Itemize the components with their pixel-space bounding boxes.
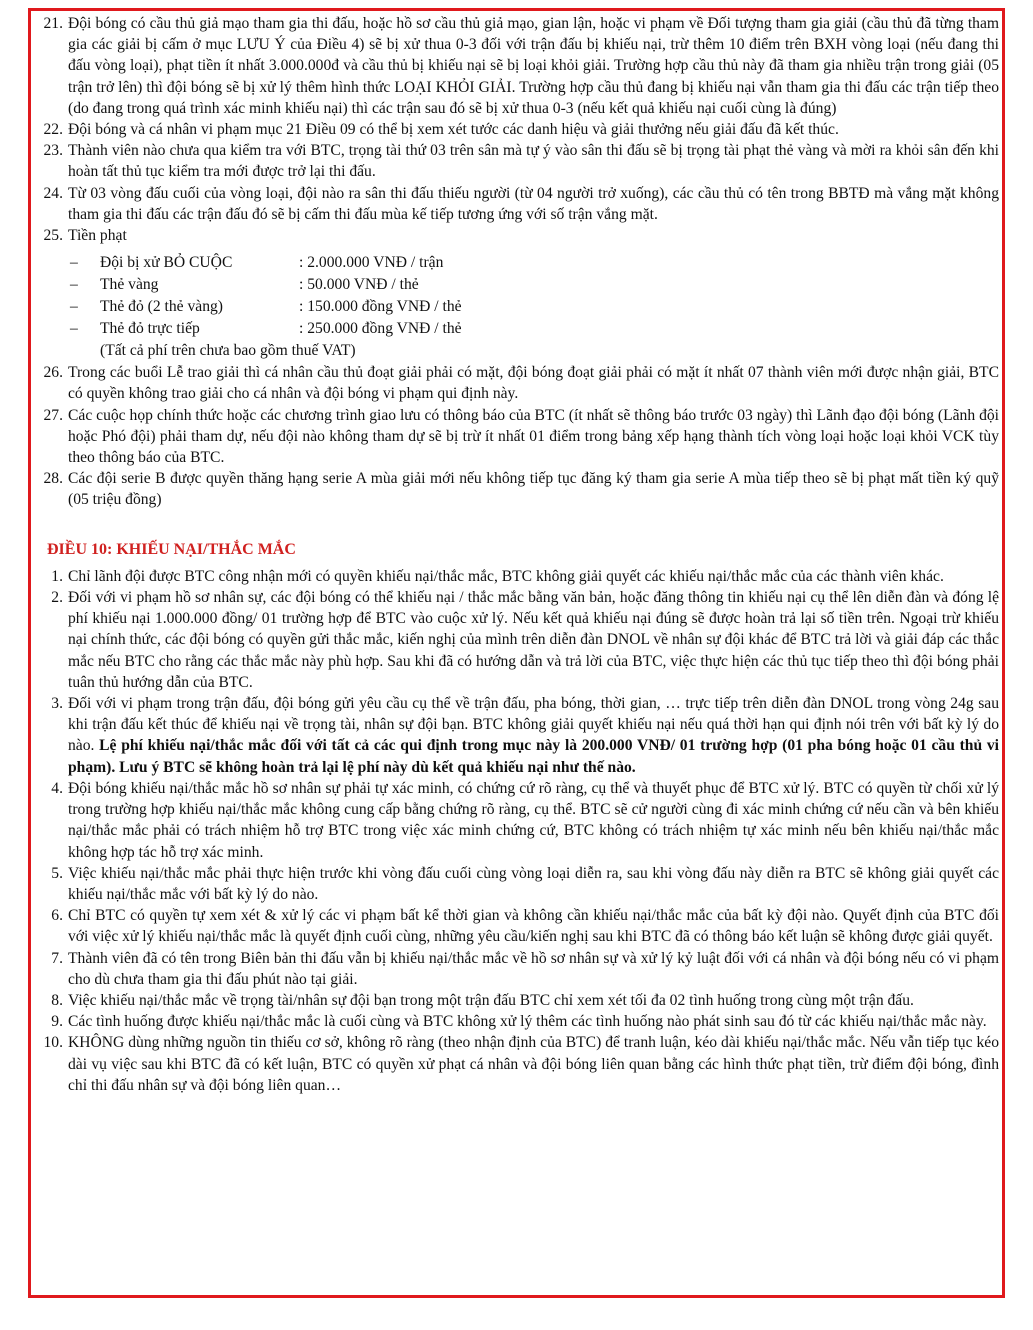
item-text-wrap xyxy=(68,693,999,778)
fee-dash: – xyxy=(70,276,78,294)
rule-item-25 xyxy=(35,225,999,246)
item-number: 2. xyxy=(51,589,63,607)
rule-item-22 xyxy=(35,119,999,140)
fee-row xyxy=(35,274,999,296)
item-bold-text: Lệ phí khiếu nại/thắc mắc đối với tất cả các qui định trong mục này là 200.000 VNĐ/ 01 trường hợp (01 pha bóng hoặc 01 cầu thủ vi phạm). Lưu ý BTC sẽ không hoàn trả lại lệ phí này dù kết quả khiếu nại như thế nào. xyxy=(68,737,1000,776)
item-number: 22. xyxy=(43,121,63,139)
fee-note: (Tất cả phí trên chưa bao gồm thuế VAT) xyxy=(100,342,356,360)
item-number: 8. xyxy=(51,991,63,1009)
item-number: 25. xyxy=(43,227,63,245)
complaint-item-8 xyxy=(35,990,999,1011)
item-number: 26. xyxy=(43,364,63,382)
rule-item-24 xyxy=(35,183,999,225)
item-number: 3. xyxy=(51,695,63,713)
rule-item-21 xyxy=(35,13,999,119)
item-number: 24. xyxy=(43,184,63,202)
complaint-item-9 xyxy=(35,1011,999,1032)
fee-list xyxy=(35,252,999,362)
item-number: 27. xyxy=(43,406,63,424)
complaint-item-7 xyxy=(35,948,999,990)
fee-value: : 50.000 VNĐ / thẻ xyxy=(299,276,419,294)
item-number: 1. xyxy=(51,567,63,585)
item-text: Trong các buổi Lễ trao giải thì cá nhân cầu thủ đoạt giải phải có mặt, đội bóng đoạt giải phải có mặt ít nhất 07 thành viên mới được nhận giải, BTC có quyền không trao giải cho cá nhân và đội bóng vi phạm qui định này. xyxy=(68,364,999,403)
rule-item-28 xyxy=(35,468,999,510)
complaint-item-10 xyxy=(35,1032,999,1096)
document-content xyxy=(35,13,999,1096)
fee-dash: – xyxy=(70,320,78,338)
item-number: 7. xyxy=(51,949,63,967)
rule-item-23 xyxy=(35,140,999,182)
complaint-item-1 xyxy=(35,566,999,587)
item-number: 4. xyxy=(51,779,63,797)
document-frame xyxy=(28,8,1005,1298)
complaint-item-2 xyxy=(35,587,999,693)
complaint-item-3 xyxy=(35,693,999,778)
fee-dash: – xyxy=(70,298,78,316)
item-text: Thành viên đã có tên trong Biên bản thi đấu vẫn bị khiếu nại/thắc mắc về hồ sơ nhân sự và xử lý kỷ luật đối với cá nhân và đội bóng nếu có vi phạm cho dù chưa tham gia thi đấu phút nào tại giải. xyxy=(68,949,999,988)
fee-value: : 250.000 đồng VNĐ / thẻ xyxy=(299,320,462,338)
complaint-item-4 xyxy=(35,778,999,863)
item-text: Đội bóng có cầu thủ giả mạo tham gia thi đấu, hoặc hồ sơ cầu thủ giả mạo, gian lận, hoặc vi phạm về Đối tượng tham gia giải (cầu thủ đã từng tham gia các giải bị cấm ở mục LƯU Ý của Điều 4) sẽ bị xử thua 0-3 đối với trận đấu bị khiếu nại, trừ thêm 10 điểm trên BXH vòng loại (nếu đang thi đấu vòng loại), phạt tiền ít nhất 3.000.000đ và cầu thủ bị khiếu nại sẽ bị loại khỏi giải. Trường hợp cầu thủ này đã tham gia nhiều trận trong giải (05 trận trở lên) thì đội bóng sẽ bị xử lý thêm hình thức LOẠI KHỎI GIẢI. Trường hợp cầu thủ đang bị khiếu nại vẫn tham gia thi đấu các trận tiếp theo (do đang trong quá trình xác minh khiếu nại) thì các trận sau đó sẽ bị xử thua 0-3 (nếu kết quả khiếu nại cuối cùng là đúng) xyxy=(68,15,999,117)
item-text: Tiền phạt xyxy=(68,227,127,245)
item-number: 23. xyxy=(43,142,63,160)
complaint-item-5 xyxy=(35,863,999,905)
item-text: Thành viên nào chưa qua kiểm tra với BTC, trọng tài thứ 03 trên sân mà tự ý vào sân thi đấu sẽ bị trọng tài phạt thẻ vàng và mời ra khỏi sân đến khi hoàn tất thủ tục kiểm tra mới được trở lại thi đấu. xyxy=(68,142,999,181)
item-number: 21. xyxy=(43,15,63,32)
item-number: 5. xyxy=(51,864,63,882)
fee-row xyxy=(35,318,999,340)
item-text: Các đội serie B được quyền thăng hạng serie A mùa giải mới nếu không tiếp tục đăng ký tham gia serie A mùa tiếp theo sẽ bị phạt mất tiền ký quỹ (05 triệu đồng) xyxy=(68,470,999,509)
item-text: Đối với vi phạm trong trận đấu, đội bóng gửi yêu cầu cụ thể về trận đấu, pha bóng, thời gian, … trực tiếp trên diễn đàn DNOL trong vòng 24g sau khi trận đấu kết thúc để khiếu nại về trọng tài, nhân sự đội bạn. BTC không giải quyết khiếu nại nếu quá thời hạn qui định nói trên với bất kỳ lý do nào. xyxy=(68,695,999,755)
fee-row xyxy=(35,252,999,274)
item-text: Các tình huống được khiếu nại/thắc mắc là cuối cùng và BTC không xử lý thêm các tình huống nào phát sinh sau đó từ các khiếu nại/thắc mắc này. xyxy=(68,1013,987,1031)
item-text: Đội bóng và cá nhân vi phạm mục 21 Điều 09 có thể bị xem xét tước các danh hiệu và giải thưởng nếu giải đấu đã kết thúc. xyxy=(68,121,839,139)
item-text: Chỉ BTC có quyền tự xem xét & xử lý các vi phạm bất kể thời gian và không cần khiếu nại/thắc mắc của bất kỳ đội nào. Quyết định của BTC đối với việc xử lý khiếu nại/thắc mắc là quyết định cuối cùng, những yêu cầu/kiến nghị sau khi BTC đã có thông báo kết luận sẽ không được giải quyết. xyxy=(68,907,999,946)
fee-dash: – xyxy=(70,254,78,272)
item-text: Chỉ lãnh đội được BTC công nhận mới có quyền khiếu nại/thắc mắc, BTC không giải quyết các khiếu nại/thắc mắc của các thành viên khác. xyxy=(68,567,944,585)
fee-label: Thẻ đỏ trực tiếp xyxy=(100,320,200,338)
item-number: 6. xyxy=(51,907,63,925)
item-number: 28. xyxy=(43,470,63,488)
item-text: Đối với vi phạm hồ sơ nhân sự, các đội bóng có thể khiếu nại / thắc mắc bằng văn bản, hoặc đăng thông tin khiếu nại cụ thể lên diễn đàn và đóng lệ phí khiếu nại 1.000.000 đồng/ 01 trường hợp để BTC vào cuộc xử lý. Nếu kết quả khiếu nại đúng sẽ được hoàn trả lại số tiền trên. Ngoại trừ khiếu nại chính thức, các đội bóng có quyền gửi thắc mắc, kiến nghị của mình trên diễn đàn DNOL về nhân sự đội khác để BTC trả lời và giải đáp các thắc mắc nếu BTC cho rằng các thắc mắc này phù hợp. Sau khi đã có hướng dẫn và trả lời của BTC, việc thực hiện các thủ tục tiếp theo thì đội bóng phải tuân thủ hướng dẫn của BTC. xyxy=(68,589,999,691)
item-text: KHÔNG dùng những nguồn tin thiếu cơ sở, không rõ ràng (theo nhận định của BTC) để tranh luận, kéo dài khiếu nại/thắc mắc. Nếu vẫn tiếp tục kéo dài vụ việc sau khi BTC đã có kết luận, BTC có quyền xử phạt cá nhân và đội bóng liên quan bằng các hình thức phạt tiền, trừ điểm đội bóng, đình chỉ thi đấu nhân sự và đội bóng liên quan… xyxy=(68,1034,999,1094)
rule-item-27 xyxy=(35,405,999,469)
fee-label: Thẻ đỏ (2 thẻ vàng) xyxy=(100,298,223,316)
fee-label: Đội bị xử BỎ CUỘC xyxy=(100,254,233,272)
item-text: Từ 03 vòng đấu cuối của vòng loại, đội nào ra sân thi đấu thiếu người (từ 04 người trở xuống), các cầu thủ có tên trong BBTĐ mà vắng mặt không tham gia thi đấu các trận đấu đó sẽ bị cấm thi đấu mùa kế tiếp tương ứng với số trận vắng mặt. xyxy=(68,184,999,223)
item-number: 10. xyxy=(43,1034,63,1052)
fee-value: : 2.000.000 VNĐ / trận xyxy=(299,254,444,272)
item-number: 9. xyxy=(51,1013,63,1031)
item-text: Việc khiếu nại/thắc mắc về trọng tài/nhân sự đội bạn trong một trận đấu BTC chỉ xem xét tối đa 02 tình huống trong cùng một trận đấu. xyxy=(68,991,914,1009)
fee-row xyxy=(35,296,999,318)
item-text: Các cuộc họp chính thức hoặc các chương trình giao lưu có thông báo của BTC (ít nhất sẽ thông báo trước 03 ngày) thì Lãnh đạo đội bóng (Lãnh đội hoặc Phó đội) phải tham dự, nếu đội nào không tham dự sẽ bị trừ ít nhất 01 điểm trong bảng xếp hạng thành tích vòng loại hoặc loại khỏi VCK tùy theo thông báo của BTC. xyxy=(68,406,999,467)
fee-label: Thẻ vàng xyxy=(100,276,159,294)
section-heading: ĐIỀU 10: KHIẾU NẠI/THẮC MẮC xyxy=(47,540,296,558)
item-text: Việc khiếu nại/thắc mắc phải thực hiện trước khi vòng đấu cuối cùng vòng loại diễn ra, sau khi vòng đấu này diễn ra BTC sẽ không giải quyết các khiếu nại/thắc mắc với bất kỳ lý do nào. xyxy=(68,864,999,903)
complaint-item-6 xyxy=(35,905,999,947)
rule-item-26 xyxy=(35,362,999,404)
item-text: Đội bóng khiếu nại/thắc mắc hồ sơ nhân sự phải tự xác minh, có chứng cứ rõ ràng, cụ thể và thuyết phục để BTC xử lý. BTC có quyền từ chối xử lý trong trường hợp khiếu nại/thắc mắc không cung cấp bằng chứng rõ ràng, cụ thể. BTC sẽ cử người cùng đi xác minh chứng cứ nếu cần và bên khiếu nại/thắc mắc phải có trách nhiệm hỗ trợ BTC trong việc xác minh chứng cứ, BTC không có trách nhiệm tự xác minh nếu bên khiếu nại/thắc mắc không hợp tác hỗ trợ xác minh. xyxy=(68,779,999,861)
fee-value: : 150.000 đồng VNĐ / thẻ xyxy=(299,298,462,316)
